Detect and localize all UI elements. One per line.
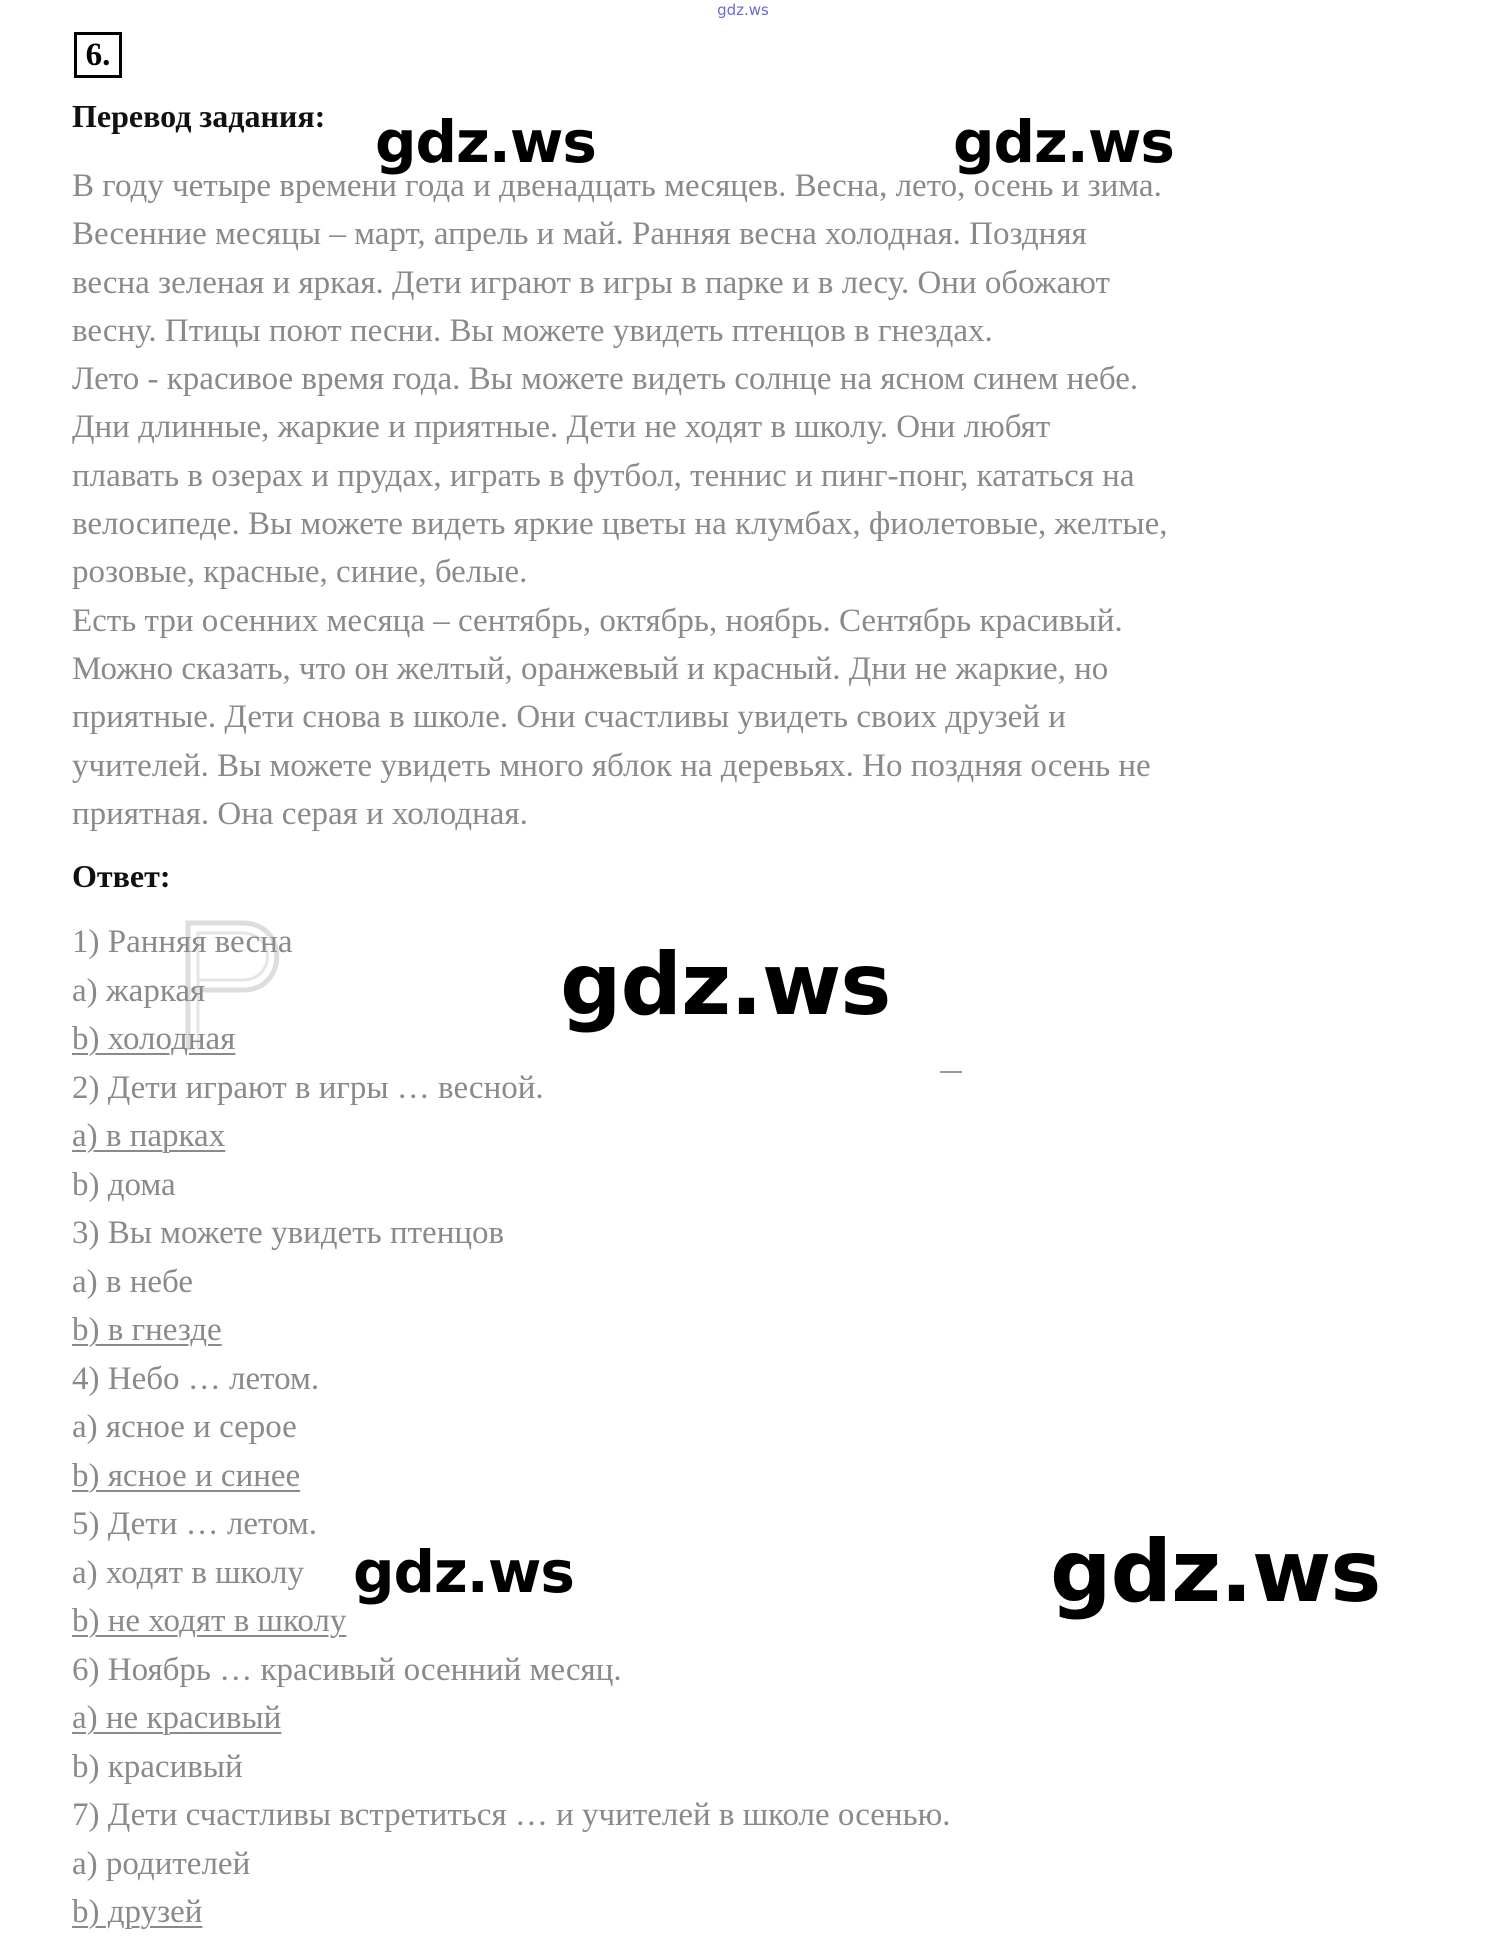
answer-line-text: b) красивый bbox=[72, 1748, 243, 1785]
answer-line-text: b) дома bbox=[72, 1166, 176, 1203]
answer-line-text: a) в парках bbox=[72, 1118, 226, 1154]
watermark: gdz.ws bbox=[953, 108, 1174, 176]
answer-line-text: b) холодная bbox=[72, 1021, 236, 1057]
answer-line-text: b) ясное и синее bbox=[72, 1457, 301, 1494]
answer-line-text: 2) Дети играют в игры … весной. bbox=[72, 1069, 544, 1106]
correct-answer-option bbox=[72, 1112, 951, 1161]
answer-line bbox=[72, 1355, 951, 1404]
answer-line-text: a) жаркая bbox=[72, 972, 206, 1009]
answer-line-text: a) ясное и серое bbox=[72, 1409, 297, 1445]
translation-line: учителей. Вы можете увидеть много яблок на деревьях. Но поздняя осень не bbox=[72, 747, 1151, 784]
answer-line bbox=[72, 1743, 951, 1792]
answer-line-text: b) друзей bbox=[72, 1894, 203, 1930]
translation-heading: Перевод задания: bbox=[72, 98, 326, 134]
correct-answer-option bbox=[72, 1888, 951, 1937]
answer-line-text: 4) Небо … летом. bbox=[72, 1360, 320, 1397]
answer-line bbox=[72, 1403, 951, 1452]
answer-line bbox=[72, 1646, 951, 1695]
watermark: gdz.ws bbox=[560, 935, 891, 1035]
answer-line bbox=[72, 1258, 951, 1307]
answer-line-text: a) в небе bbox=[72, 1263, 194, 1300]
watermark: gdz.ws bbox=[353, 1538, 574, 1606]
correct-answer-option bbox=[72, 1306, 951, 1355]
answer-line-text: 3) Вы можете увидеть птенцов bbox=[72, 1215, 505, 1251]
watermark: gdz.ws bbox=[375, 108, 596, 176]
translation-line: розовые, красные, синие, белые. bbox=[72, 554, 528, 591]
answer-line bbox=[72, 1161, 951, 1210]
answer-line bbox=[72, 1791, 951, 1840]
answer-heading: Ответ: bbox=[72, 858, 171, 894]
translation-line: приятные. Дети снова в школе. Они счастливы увидеть своих друзей и bbox=[72, 699, 1066, 736]
answer-line-text: 6) Ноябрь … красивый осенний месяц. bbox=[72, 1651, 622, 1688]
answer-list bbox=[72, 918, 951, 1937]
translation-line: Дни длинные, жаркие и приятные. Дети не ходят в школу. Они любят bbox=[72, 409, 1051, 446]
translation-line: Есть три осенних месяца – сентябрь, октябрь, ноябрь. Сентябрь красивый. bbox=[72, 602, 1123, 639]
answer-line bbox=[72, 1064, 951, 1113]
answer-line-text: b) не ходят в школу bbox=[72, 1603, 347, 1639]
top-watermark: gdz.ws bbox=[717, 1, 769, 19]
answer-line-text: b) в гнезде bbox=[72, 1312, 222, 1348]
answer-line-text: a) не красивый bbox=[72, 1700, 282, 1736]
translation-line: приятная. Она серая и холодная. bbox=[72, 795, 528, 832]
answer-line-text: a) родителей bbox=[72, 1845, 251, 1882]
task-number: 6. bbox=[74, 32, 122, 78]
correct-answer-option bbox=[72, 1694, 951, 1743]
correct-answer-option bbox=[72, 1452, 951, 1501]
answer-line bbox=[72, 1209, 951, 1258]
translation-line: велосипеде. Вы можете видеть яркие цветы на клумбах, фиолетовые, желтые, bbox=[72, 506, 1168, 543]
answer-line-text: 7) Дети счастливы встретиться … и учителей в школе осенью. bbox=[72, 1797, 951, 1833]
translation-line: плавать в озерах и прудах, играть в футбол, теннис и пинг-понг, кататься на bbox=[72, 457, 1135, 494]
answer-line-text: 1) Ранняя весна bbox=[72, 924, 293, 960]
watermark: gdz.ws bbox=[1050, 1522, 1381, 1622]
translation-text bbox=[72, 162, 1392, 838]
translation-line: весну. Птицы поют песни. Вы можете увидеть птенцов в гнездах. bbox=[72, 312, 993, 349]
translation-line: Лето - красивое время года. Вы можете видеть солнце на ясном синем небе. bbox=[72, 361, 1139, 398]
answer-line-text: 5) Дети … летом. bbox=[72, 1506, 317, 1542]
translation-line: Можно сказать, что он желтый, оранжевый и красный. Дни не жаркие, но bbox=[72, 650, 1109, 687]
translation-line: В году четыре времени года и двенадцать месяцев. Весна, лето, осень и зима. bbox=[72, 168, 1162, 204]
answer-line bbox=[72, 1840, 951, 1889]
answer-line-text: a) ходят в школу bbox=[72, 1554, 304, 1591]
translation-line: Весенние месяцы – март, апрель и май. Ранняя весна холодная. Поздняя bbox=[72, 216, 1087, 253]
translation-line: весна зеленая и яркая. Дети играют в игры в парке и в лесу. Они обожают bbox=[72, 264, 1110, 301]
